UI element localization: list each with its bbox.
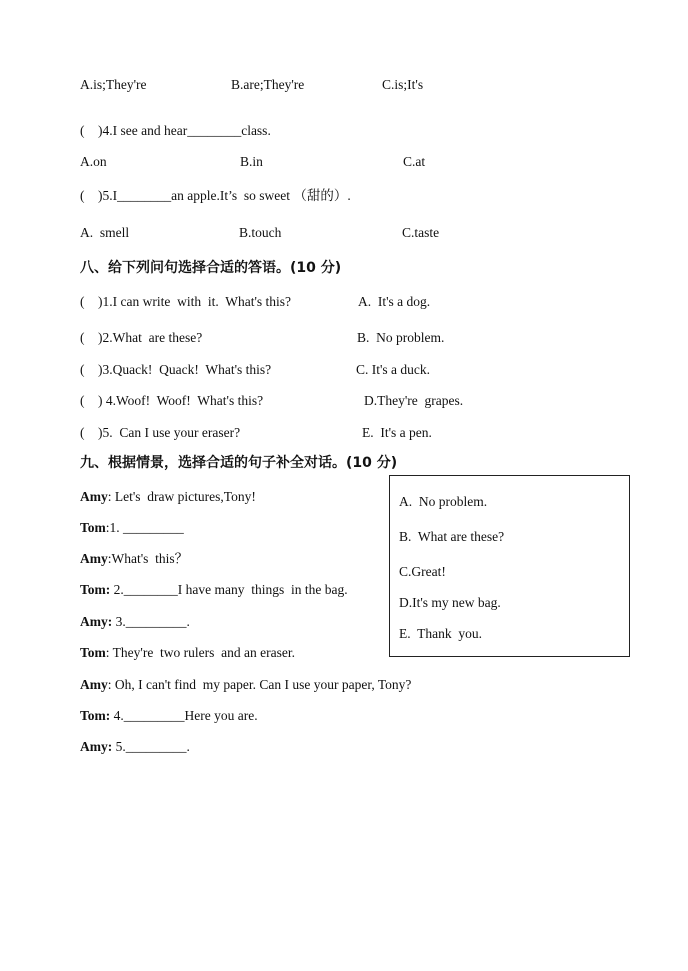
q3-option-b: B.are;They're (231, 77, 305, 92)
dialogue-line-3 (80, 550, 188, 568)
dialogue-text: : Let's draw pictures,Tony! (107, 489, 256, 504)
q5-stem: ( )5.I________an apple.It’s so sweet （甜的）. (80, 188, 351, 203)
q4-stem: ( )4.I see and hear________class. (80, 123, 271, 138)
dialogue-line-4 (80, 581, 348, 599)
dialogue-text: : Oh, I can't find my paper. Can I use your paper, Tony? (107, 677, 412, 692)
dialogue-options-box (389, 475, 630, 657)
section9-heading: 九、根据情景，选择合适的句子补全对话。(10 分) (80, 455, 398, 471)
dialogue-option-a: A. No problem. (399, 494, 488, 509)
dialogue-speaker: Tom: (80, 708, 111, 723)
dialogue-text: 4._________Here you are. (110, 708, 258, 723)
dialogue-speaker: Tom (80, 645, 106, 660)
section8-question-2: ( )2.What are these? (80, 330, 203, 345)
dialogue-option-d: D.It's my new bag. (399, 595, 501, 610)
section8-heading: 八、给下列问句选择合适的答语。(10 分) (80, 260, 342, 276)
dialogue-speaker: Amy (80, 489, 108, 504)
dialogue-line-7 (80, 676, 411, 694)
dialogue-speaker: Tom: (80, 582, 111, 597)
dialogue-text: :1. _________ (105, 520, 184, 535)
q5-option-a: A. smell (80, 225, 130, 240)
q4-option-b: B.in (240, 154, 263, 169)
q3-option-c: C.is;It's (382, 77, 424, 92)
section8-question-3: ( )3.Quack! Quack! What's this? (80, 362, 272, 377)
section8-answer-d: D.They're grapes. (364, 393, 464, 408)
dialogue-speaker: Amy (80, 551, 108, 566)
dialogue-line-8 (80, 707, 258, 725)
section8-answer-e: E. It's a pen. (362, 425, 432, 440)
dialogue-text: :What's this？ (107, 551, 189, 566)
q5-option-c: C.taste (402, 225, 440, 240)
section8-answer-c: C. It's a duck. (356, 362, 431, 377)
q4-option-a: A.on (80, 154, 107, 169)
dialogue-text: 3._________. (112, 614, 190, 629)
section8-question-5: ( )5. Can I use your eraser? (80, 425, 241, 440)
dialogue-option-b: B. What are these? (399, 529, 505, 544)
section8-question-4: ( ) 4.Woof! Woof! What's this? (80, 393, 264, 408)
dialogue-option-e: E. Thank you. (399, 626, 482, 641)
dialogue-line-1 (80, 488, 256, 506)
q3-option-a: A.is;They're (80, 77, 147, 92)
dialogue-line-5 (80, 613, 190, 631)
dialogue-line-2 (80, 519, 184, 537)
dialogue-line-9 (80, 738, 190, 756)
q4-option-c: C.at (403, 154, 426, 169)
section8-answer-a: A. It's a dog. (358, 294, 431, 309)
dialogue-text: 5._________. (112, 739, 190, 754)
dialogue-speaker: Amy: (80, 614, 113, 629)
dialogue-text: 2.________I have many things in the bag. (110, 582, 348, 597)
section8-answer-b: B. No problem. (357, 330, 445, 345)
dialogue-speaker: Amy (80, 677, 108, 692)
dialogue-text: : They're two rulers and an eraser. (105, 645, 296, 660)
dialogue-speaker: Tom (80, 520, 106, 535)
dialogue-line-6 (80, 644, 295, 662)
dialogue-speaker: Amy: (80, 739, 113, 754)
section8-question-1: ( )1.I can write with it. What's this? (80, 294, 292, 309)
q5-option-b: B.touch (239, 225, 282, 240)
dialogue-option-c: C.Great! (399, 564, 446, 579)
